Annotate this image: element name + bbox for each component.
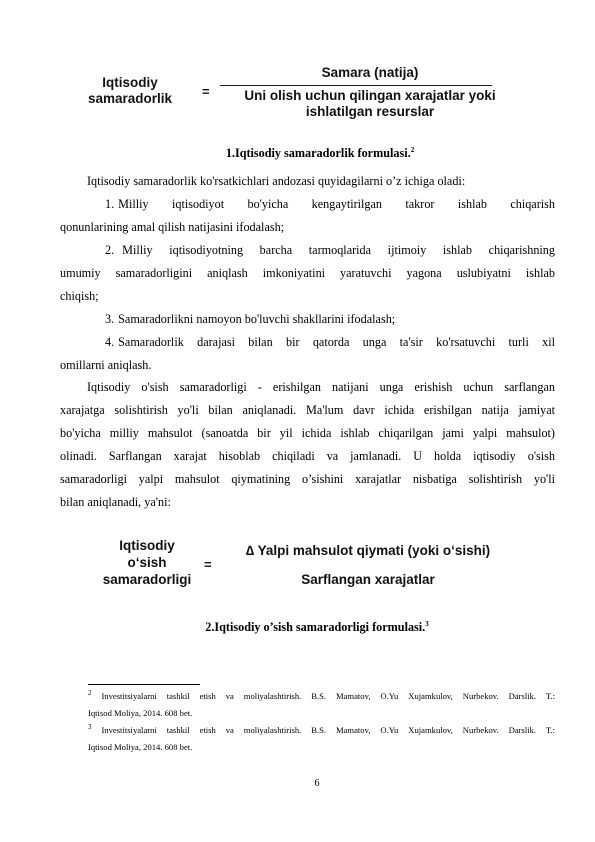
paragraph-line: olinadi. Sarflangan xarajat hisoblab chiqiladi va jamlanadi. U holda iqtisodiy o'sish [60,449,555,463]
list-item [60,331,555,354]
formula-1-denominator-line: Uni olish uchun qilingan xarajatlar yoki [244,88,496,103]
list-item [60,193,555,216]
footnote-text: Investitsiyalarni tashkil etish va moliyalashtirish. B.S. Mamatov, O.Yu Xujamkulov, Nurbekov. Darslik. T.: [101,691,555,701]
paragraph-line: xarajatga solishtirish yo'li bilan aniqlanadi. Ma'lum davr ichida erishilgan natija jamiyat [60,403,555,417]
paragraph-line: samaradorligi yalpi mahsulot qiymatining o’sishini xarajatlar nisbatiga solishtirish yo'li [60,472,555,486]
formula-1 [80,64,520,128]
list-item [60,239,555,262]
caption-1-text: 1.Iqtisodiy samaradorlik formulasi. [225,146,411,160]
footnote-separator [88,684,200,685]
list-item-text: Samaradorlik darajasi bilan bir qatorda unga ta'sir ko'rsatuvchi turli xil [118,335,555,349]
intro-text: Iqtisodiy samaradorlik ko'rsatkichlari andozasi quyidagilarni o’z ichiga oladi: [87,174,466,188]
formula-1-lhs-line: samaradorlik [87,91,173,106]
caption-2 [0,620,595,635]
footnote-number: 2 [88,689,92,698]
formula-1-denominator [220,88,520,120]
footnote-line: Iqtisod Moliya, 2014. 608 bet. [88,708,193,718]
list-item-number: 4. [105,335,115,349]
list-item-text: Milliy iqtisodiyot bo'yicha kengaytirilgan takror ishlab chiqarish [118,197,555,211]
list-item-text: Milliy iqtisodiyotning barcha tarmoqlarida ijtimoiy ishlab chiqarishning [122,243,555,257]
footnote-text: Investitsiyalarni tashkil etish va moliyalashtirish. B.S. Mamatov, O.Yu Xujamkulov, Nurbekov. Darslik. T.: [101,725,555,735]
formula-2-lhs-line: o‘sish [127,555,167,570]
formula-2-lhs-line: samaradorligi [102,572,192,587]
list-item-continuation: omillarni aniqlash. [60,358,152,372]
formula-2-lhs [95,537,199,588]
list-item-continuation: qonunlarining amal qilish natijasini ifodalash; [60,220,285,234]
caption-2-footnote-ref: 3 [425,619,429,628]
footnotes [88,688,555,756]
caption-1 [0,146,595,161]
page-number: 6 [314,778,320,789]
formula-2-denominator: Sarflangan xarajatlar [301,572,435,587]
list-item-number: 2. [105,243,115,257]
formula-1-equals: = [202,84,210,99]
formula-2 [95,537,515,595]
formula-1-fraction-bar [220,85,492,86]
list-item-continuation: umumiy samaradorligini aniqlash imkoniyatini yaratuvchi yagona uslubiyatni ishlab [60,266,555,280]
list-item [60,308,555,331]
formula-2-numerator: ∆ Yalpi mahsulot qiymati (yoki o‘sishi) [245,543,491,558]
formula-1-lhs [80,75,180,107]
list-item-text: Samaradorlikni namoyon bo'luvchi shakllarini ifodalash; [118,312,396,326]
footnote-line [88,722,555,739]
paragraph-line: bilan aniqlanadi, ya'ni: [60,495,171,509]
list-item-continuation: chiqish; [60,289,99,303]
formula-1-lhs-line: Iqtisodiy [102,75,158,90]
list-item-number: 1. [105,197,115,211]
formula-2-equals: = [204,557,212,572]
formula-2-lhs-line: Iqtisodiy [119,538,175,553]
caption-1-footnote-ref: 2 [410,145,415,154]
paragraph-line: bo'yicha milliy mahsulot (sanoatda bir yil ichida ishlab chiqarilgan jami yalpi mahsulot) [60,426,555,440]
list-item-number: 3. [105,312,115,326]
paragraph-line: Iqtisodiy o'sish samaradorligi - erishilgan natijani unga erishish uchun sarflangan [87,380,555,394]
numbered-list [60,193,555,377]
caption-2-text: 2.Iqtisodiy o’sish samaradorligi formulasi. [205,620,426,634]
paragraph [60,376,555,514]
footnote-number: 3 [88,723,92,732]
formula-1-denominator-line: ishlatilgan resurslar [305,104,435,119]
footnote-line [88,688,555,705]
footnote-line: Iqtisod Moliya, 2014. 608 bet. [88,742,193,752]
formula-1-numerator: Samara (natija) [321,65,419,80]
